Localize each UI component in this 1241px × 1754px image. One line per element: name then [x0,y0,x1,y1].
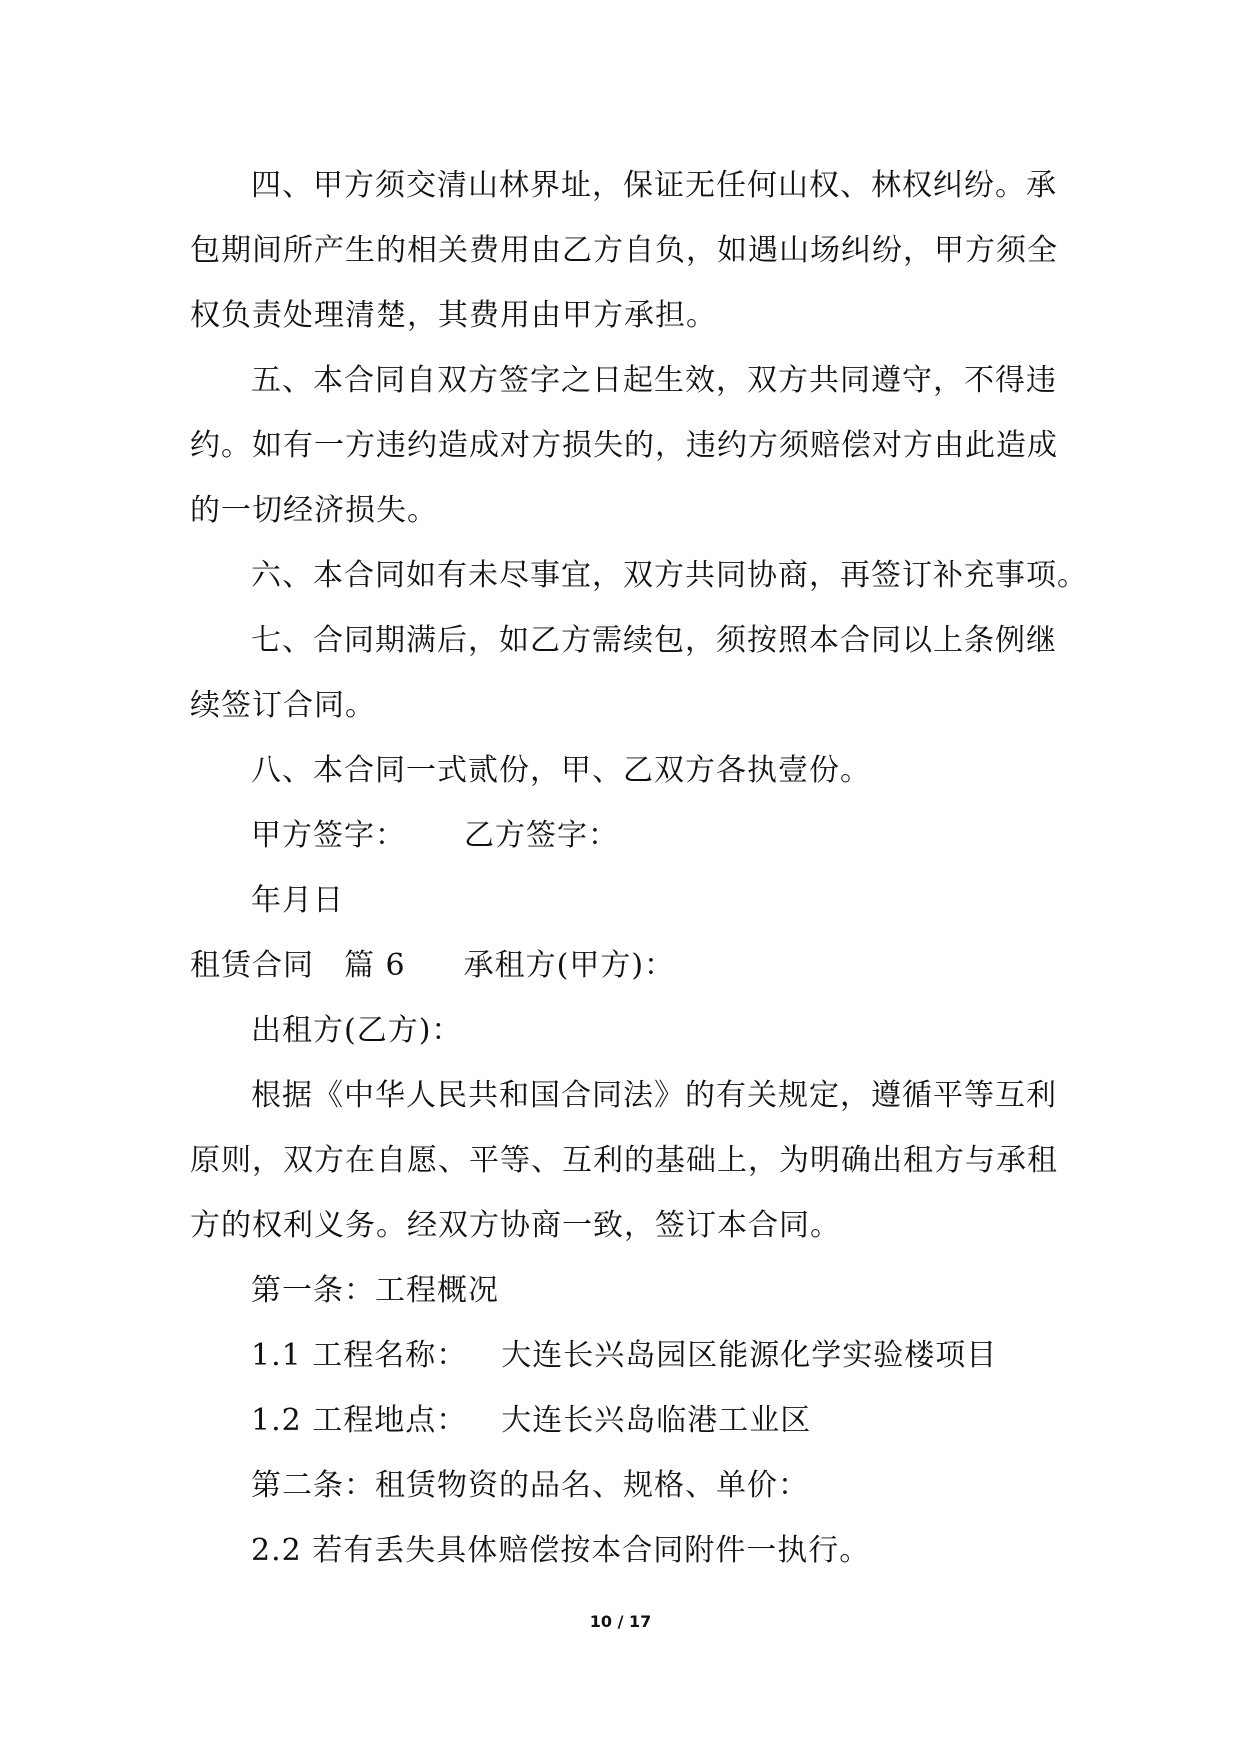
page-number: 10 / 17 [589,1612,652,1631]
paragraph-line: 包期间所产生的相关费用由乙方自负，如遇山场纠纷，甲方须全 [190,233,1058,268]
paragraph-line: 方的权利义务。经双方协商一致，签订本合同。 [190,1208,841,1243]
section-title: 租赁合同 [190,948,314,983]
signature-line [190,803,1060,868]
item-value: 大连长兴岛园区能源化学实验楼项目 [501,1338,998,1373]
paragraph-line: 2.2 若有丢失具体赔偿按本合同附件一执行。 [251,1533,871,1568]
article-heading: 第一条：工程概况 [251,1273,499,1308]
section-heading-line [190,933,1060,998]
paragraph-line: 七、合同期满后，如乙方需续包，须按照本合同以上条例继 [251,623,1057,658]
paragraph-line: 六、本合同如有未尽事宜，双方共同协商，再签订补充事项。 [251,558,1088,593]
date-line: 年月日 [251,883,344,918]
paragraph-line: 五、本合同自双方签字之日起生效，双方共同遵守，不得违 [251,363,1057,398]
paragraph-line: 根据《中华人民共和国合同法》的有关规定，遵循平等互利 [251,1078,1057,1113]
paragraph-line: 续签订合同。 [190,688,376,723]
item-label: 1.1 工程名称： [251,1338,468,1373]
article-heading: 第二条：租赁物资的品名、规格、单价： [251,1468,809,1503]
paragraph-line: 原则，双方在自愿、平等、互利的基础上，为明确出租方与承租 [190,1143,1058,1178]
lessee-label: 承租方(甲方)： [463,948,676,983]
party-a-signature-label: 甲方签字： [251,818,406,853]
section-number: 篇 6 [344,948,406,983]
paragraph-line: 权负责处理清楚，其费用由甲方承担。 [190,298,717,333]
item-label: 1.2 工程地点： [251,1403,468,1438]
project-location-line [190,1388,1060,1453]
party-b-signature-label: 乙方签字： [464,818,619,853]
project-name-line [190,1323,1060,1388]
document-body [190,153,1088,1583]
paragraph-line: 的一切经济损失。 [190,493,438,528]
paragraph-line: 约。如有一方违约造成对方损失的，违约方须赔偿对方由此造成 [190,428,1058,463]
lessor-label: 出租方(乙方)： [251,1013,463,1048]
paragraph-line: 八、本合同一式贰份，甲、乙双方各执壹份。 [251,753,871,788]
paragraph-line: 四、甲方须交清山林界址，保证无任何山权、林权纠纷。承 [251,168,1057,203]
item-value: 大连长兴岛临港工业区 [501,1403,812,1438]
